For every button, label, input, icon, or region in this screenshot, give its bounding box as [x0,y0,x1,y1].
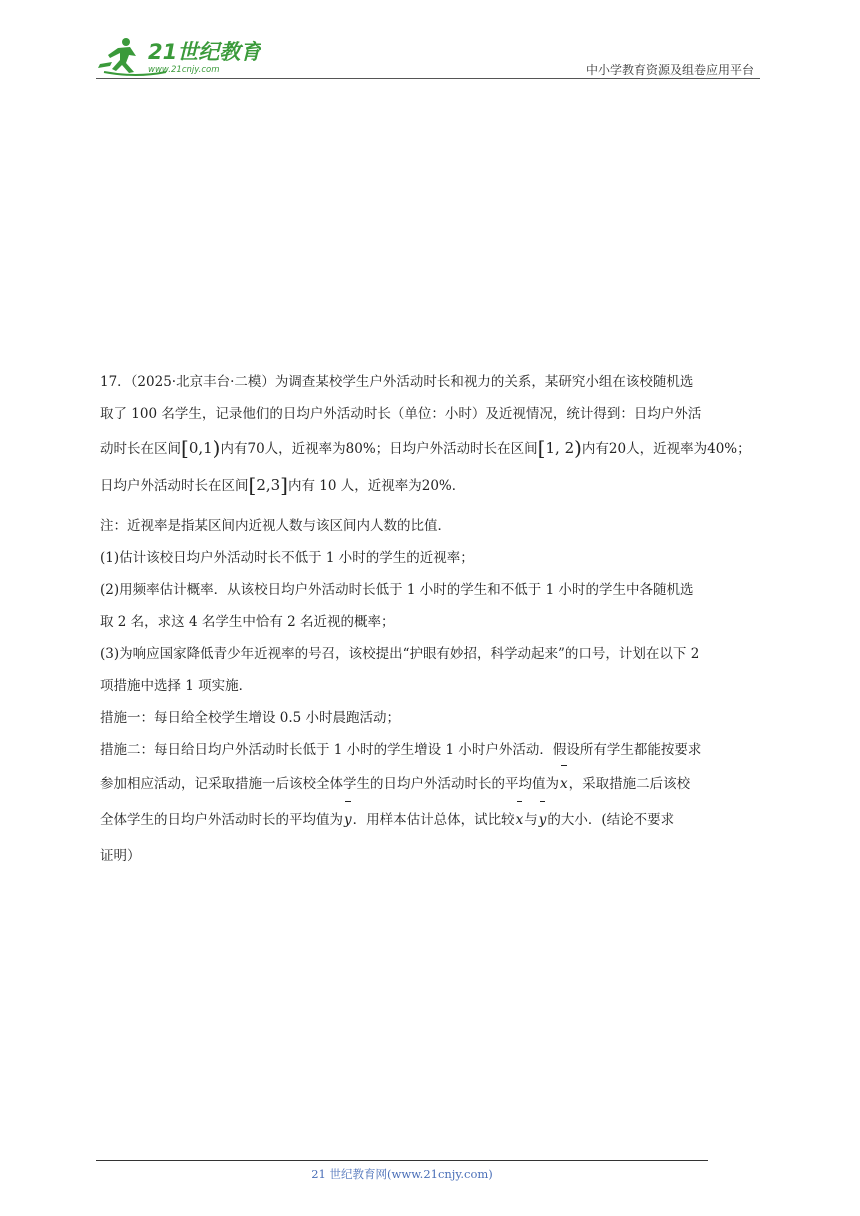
question-3-line-2: 项措施中选择 1 项实施． [100,678,253,694]
interval-0-1: 0,1 [188,439,213,457]
x-bar: x [516,802,524,838]
measure-2-line-1: 措施二：每日给日均户外活动时长低于 1 小时的学生增设 1 小时户外活动．假设所有学生都能按要求 [100,742,702,758]
question-2-line-1: (2)用频率估计概率．从该校日均户外活动时长低于 1 小时的学生和不低于 1 小时的学生中各随机选 [100,582,694,598]
question-1: (1)估计该校日均户外活动时长不低于 1 小时的学生的近视率； [100,550,474,566]
measure-text: ．用样本估计总体，试比较 [352,812,515,828]
y-bar: y [539,802,547,838]
measure-1: 措施一：每日给全校学生增设 0.5 小时晨跑活动； [100,710,401,726]
y-bar: y [344,802,352,838]
site-logo [96,34,261,78]
interval-2-3: 2,3 [256,476,281,494]
stem-text: 内有 10 人，近视率为20%． [287,478,466,494]
stem-line-1: 17．（2025·北京丰台·二模）为调查某校学生户外活动时长和视力的关系，某研究小组在该校随机选 [100,374,694,390]
stem-text: 内有70人，近视率为80%；日均户外活动时长在区间 [220,441,538,457]
stem-line-3: 动时长在区间[0,1)内有70人，近视率为80%；日均户外活动时长在区间[1, 2)内有20人，近视率为40%； [100,436,751,460]
x-bar: x [560,766,568,802]
interval-1-2: 1, 2 [545,439,575,457]
header-divider [96,78,760,79]
measure-text: 的大小．(结论不要求 [547,812,675,828]
measure-2-line-3 [100,802,766,838]
measure-text: 参加相应活动，记采取措施一后该校全体学生的日均户外活动时长的平均值为 [100,776,559,792]
measure-2-line-2 [100,766,766,802]
measure-text: ，采取措施二后该校 [568,776,691,792]
stem-line-2: 取了 100 名学生，记录他们的日均户外活动时长（单位：小时）及近视情况，统计得到：日均户外活 [100,406,702,422]
note: 注：近视率是指某区间内近视人数与该区间内人数的比值． [100,518,451,534]
svg-text:www.21cnjy.com: www.21cnjy.com [148,65,220,75]
measure-2-line-4: 证明） [100,848,141,864]
footer-divider [96,1160,708,1161]
svg-text:21世纪教育: 21世纪教育 [148,40,261,64]
page-header [96,34,760,82]
problem-17 [100,366,766,874]
measure-text: 全体学生的日均户外活动时长的平均值为 [100,812,343,828]
stem-line-4: 日均户外活动时长在区间[2,3]内有 10 人，近视率为20%． [100,473,466,497]
question-3-line-1: (3)为响应国家降低青少年近视率的号召，该校提出“护眼有妙招，科学动起来”的口号，计划在以下 2 [100,646,700,662]
footer-link[interactable]: 21 世纪教育网(www.21cnjy.com) [311,1167,493,1181]
stem-text: 动时长在区间 [100,441,181,457]
stem-text: 内有20人，近视率为40%； [581,441,751,457]
site-label: 中小学教育资源及组卷应用平台 [585,63,754,77]
stem-text: 日均户外活动时长在区间 [100,478,249,494]
measure-text: 与 [524,812,538,828]
question-2-line-2: 取 2 名，求这 4 名学生中恰有 2 名近视的概率； [100,614,395,630]
